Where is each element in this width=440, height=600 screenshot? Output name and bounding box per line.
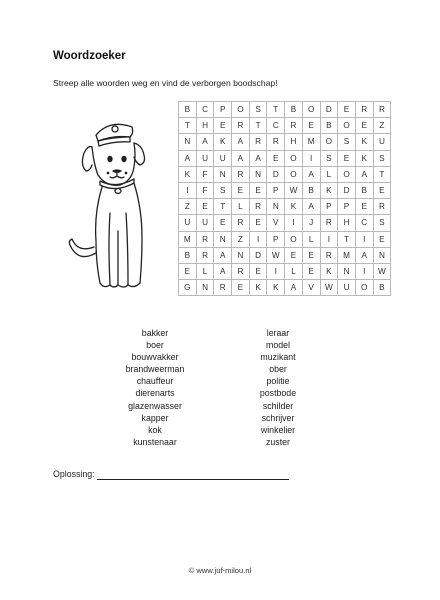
grid-letter-cell[interactable]: W bbox=[373, 263, 391, 279]
grid-letter-cell[interactable]: I bbox=[355, 231, 373, 247]
grid-letter-cell[interactable]: R bbox=[320, 247, 338, 263]
word-list-item: schilder bbox=[262, 400, 294, 411]
worksheet-title: Woordzoeker bbox=[53, 50, 126, 62]
grid-letter-cell[interactable]: E bbox=[355, 118, 373, 134]
grid-letter-cell[interactable]: T bbox=[267, 102, 285, 118]
grid-letter-cell[interactable]: V bbox=[267, 215, 285, 231]
grid-letter-cell[interactable]: B bbox=[355, 182, 373, 198]
grid-letter-cell[interactable]: S bbox=[249, 102, 267, 118]
grid-row bbox=[179, 247, 391, 263]
grid-letter-cell[interactable]: R bbox=[267, 134, 285, 150]
grid-letter-cell[interactable]: P bbox=[267, 231, 285, 247]
grid-letter-cell[interactable]: A bbox=[285, 280, 303, 296]
grid-letter-cell[interactable]: M bbox=[338, 247, 356, 263]
grid-letter-cell[interactable]: R bbox=[373, 102, 391, 118]
grid-letter-cell[interactable]: D bbox=[338, 182, 356, 198]
grid-letter-cell[interactable]: U bbox=[214, 150, 232, 166]
grid-letter-cell[interactable]: N bbox=[267, 199, 285, 215]
grid-letter-cell[interactable]: S bbox=[214, 182, 232, 198]
grid-letter-cell[interactable]: B bbox=[373, 280, 391, 296]
grid-letter-cell[interactable]: N bbox=[249, 166, 267, 182]
grid-letter-cell[interactable]: D bbox=[249, 247, 267, 263]
grid-letter-cell[interactable]: R bbox=[373, 199, 391, 215]
grid-letter-cell[interactable]: V bbox=[302, 280, 320, 296]
word-list-item: brandweerman bbox=[125, 364, 185, 375]
grid-letter-cell[interactable]: K bbox=[320, 182, 338, 198]
grid-letter-cell[interactable]: N bbox=[214, 231, 232, 247]
grid-letter-cell[interactable]: H bbox=[196, 118, 214, 134]
grid-letter-cell[interactable]: E bbox=[179, 263, 197, 279]
grid-letter-cell[interactable]: R bbox=[249, 134, 267, 150]
grid-letter-cell[interactable]: Z bbox=[232, 231, 250, 247]
grid-letter-cell[interactable]: R bbox=[214, 280, 232, 296]
grid-letter-cell[interactable]: R bbox=[249, 199, 267, 215]
grid-letter-cell[interactable]: P bbox=[214, 102, 232, 118]
grid-letter-cell[interactable]: E bbox=[232, 182, 250, 198]
grid-letter-cell[interactable]: E bbox=[214, 215, 232, 231]
grid-letter-cell[interactable]: U bbox=[196, 150, 214, 166]
grid-letter-cell[interactable]: A bbox=[196, 134, 214, 150]
word-list-item: ober bbox=[269, 364, 287, 375]
grid-letter-cell[interactable]: O bbox=[285, 166, 303, 182]
grid-letter-cell[interactable]: A bbox=[179, 150, 197, 166]
grid-letter-cell[interactable]: R bbox=[196, 247, 214, 263]
grid-letter-cell[interactable]: O bbox=[355, 280, 373, 296]
grid-row bbox=[179, 166, 391, 182]
grid-letter-cell[interactable]: R bbox=[232, 263, 250, 279]
grid-row bbox=[179, 263, 391, 279]
dog-illustration bbox=[58, 113, 168, 303]
grid-letter-cell[interactable]: U bbox=[373, 134, 391, 150]
grid-letter-cell[interactable]: N bbox=[373, 247, 391, 263]
grid-letter-cell[interactable]: O bbox=[232, 102, 250, 118]
grid-letter-cell[interactable]: I bbox=[302, 150, 320, 166]
grid-letter-cell[interactable]: T bbox=[179, 118, 197, 134]
grid-letter-cell[interactable]: L bbox=[302, 231, 320, 247]
grid-letter-cell[interactable]: B bbox=[320, 118, 338, 134]
grid-row bbox=[179, 280, 391, 296]
word-list-item: glazenwasser bbox=[128, 400, 182, 411]
grid-row bbox=[179, 215, 391, 231]
grid-letter-cell[interactable]: A bbox=[302, 166, 320, 182]
grid-letter-cell[interactable]: C bbox=[267, 118, 285, 134]
word-list-item: chauffeur bbox=[136, 376, 174, 387]
grid-letter-cell[interactable]: A bbox=[355, 247, 373, 263]
word-list-item: bakker bbox=[141, 328, 169, 338]
grid-letter-cell[interactable]: L bbox=[232, 199, 250, 215]
grid-letter-cell[interactable]: O bbox=[285, 231, 303, 247]
word-list-item: politie bbox=[266, 376, 290, 387]
grid-letter-cell[interactable]: B bbox=[302, 182, 320, 198]
grid-letter-cell[interactable]: I bbox=[267, 263, 285, 279]
grid-row bbox=[179, 231, 391, 247]
grid-letter-cell[interactable]: Z bbox=[179, 199, 197, 215]
grid-letter-cell[interactable]: I bbox=[320, 231, 338, 247]
grid-letter-cell[interactable]: B bbox=[179, 102, 197, 118]
word-list-item: bouwvakker bbox=[131, 352, 179, 363]
grid-letter-cell[interactable]: E bbox=[338, 150, 356, 166]
grid-letter-cell[interactable]: E bbox=[267, 150, 285, 166]
grid-letter-cell[interactable]: E bbox=[373, 182, 391, 198]
grid-letter-cell[interactable]: E bbox=[338, 102, 356, 118]
grid-letter-cell[interactable]: N bbox=[214, 166, 232, 182]
instruction-text: Streep alle woorden weg en vind de verborgen boodschap! bbox=[53, 78, 278, 88]
grid-letter-cell[interactable]: S bbox=[373, 150, 391, 166]
grid-letter-cell[interactable]: K bbox=[214, 134, 232, 150]
grid-letter-cell[interactable]: W bbox=[285, 182, 303, 198]
grid-letter-cell[interactable]: W bbox=[267, 247, 285, 263]
grid-letter-cell[interactable]: R bbox=[320, 215, 338, 231]
grid-letter-cell[interactable]: I bbox=[249, 231, 267, 247]
word-list-item: kunstenaar bbox=[133, 436, 177, 447]
grid-letter-cell[interactable]: A bbox=[214, 263, 232, 279]
grid-letter-cell[interactable]: E bbox=[249, 263, 267, 279]
grid-letter-cell[interactable]: W bbox=[320, 280, 338, 296]
grid-letter-cell[interactable]: Z bbox=[373, 118, 391, 134]
grid-letter-cell[interactable]: N bbox=[179, 134, 197, 150]
grid-letter-cell[interactable]: G bbox=[179, 280, 197, 296]
grid-letter-cell[interactable]: S bbox=[373, 215, 391, 231]
grid-letter-cell[interactable]: A bbox=[355, 166, 373, 182]
word-list-item: schrijver bbox=[261, 412, 295, 423]
grid-letter-cell[interactable]: K bbox=[249, 280, 267, 296]
grid-letter-cell[interactable]: U bbox=[196, 215, 214, 231]
word-list-right bbox=[218, 327, 338, 448]
grid-letter-cell[interactable]: O bbox=[338, 118, 356, 134]
grid-letter-cell[interactable]: B bbox=[179, 247, 197, 263]
grid-letter-cell[interactable]: E bbox=[302, 263, 320, 279]
grid-letter-cell[interactable]: A bbox=[214, 247, 232, 263]
word-list-item: kapper bbox=[141, 412, 169, 423]
grid-letter-cell[interactable]: M bbox=[302, 134, 320, 150]
grid-letter-cell[interactable]: T bbox=[373, 166, 391, 182]
grid-letter-cell[interactable]: L bbox=[320, 166, 338, 182]
grid-letter-cell[interactable]: M bbox=[179, 231, 197, 247]
grid-letter-cell[interactable]: K bbox=[355, 150, 373, 166]
grid-letter-cell[interactable]: U bbox=[179, 215, 197, 231]
grid-letter-cell[interactable]: A bbox=[232, 150, 250, 166]
grid-letter-cell[interactable]: I bbox=[285, 215, 303, 231]
grid-letter-cell[interactable]: E bbox=[249, 215, 267, 231]
grid-letter-cell[interactable]: F bbox=[196, 182, 214, 198]
grid-letter-cell[interactable]: I bbox=[179, 182, 197, 198]
grid-row bbox=[179, 134, 391, 150]
word-search-grid bbox=[178, 101, 391, 296]
grid-letter-cell[interactable]: K bbox=[179, 166, 197, 182]
grid-letter-cell[interactable]: H bbox=[285, 134, 303, 150]
word-list-item: muzikant bbox=[260, 352, 296, 363]
grid-letter-cell[interactable]: I bbox=[355, 263, 373, 279]
grid-letter-cell[interactable]: N bbox=[338, 263, 356, 279]
grid-letter-cell[interactable]: K bbox=[267, 280, 285, 296]
grid-letter-cell[interactable]: O bbox=[285, 150, 303, 166]
grid-row bbox=[179, 199, 391, 215]
grid-letter-cell[interactable]: R bbox=[232, 215, 250, 231]
grid-letter-cell[interactable]: T bbox=[338, 231, 356, 247]
grid-letter-cell[interactable]: P bbox=[320, 199, 338, 215]
grid-letter-cell[interactable]: E bbox=[302, 118, 320, 134]
solution-label: Oplossing: bbox=[53, 469, 95, 479]
word-list-left bbox=[95, 327, 215, 448]
grid-letter-cell[interactable]: R bbox=[355, 102, 373, 118]
grid-letter-cell[interactable]: E bbox=[373, 231, 391, 247]
word-list-item: kok bbox=[148, 424, 162, 435]
word-list-item: postbode bbox=[259, 388, 297, 399]
word-list-item: boer bbox=[146, 340, 164, 351]
word-list-item: zuster bbox=[266, 436, 290, 447]
grid-letter-cell[interactable]: E bbox=[249, 182, 267, 198]
grid-letter-cell[interactable]: C bbox=[196, 102, 214, 118]
grid-letter-cell[interactable]: O bbox=[338, 166, 356, 182]
grid-letter-cell[interactable]: R bbox=[232, 166, 250, 182]
grid-letter-cell[interactable]: P bbox=[338, 199, 356, 215]
grid-letter-cell[interactable]: C bbox=[355, 215, 373, 231]
grid-letter-cell[interactable]: S bbox=[338, 134, 356, 150]
grid-letter-cell[interactable]: B bbox=[285, 102, 303, 118]
grid-row bbox=[179, 102, 391, 118]
solution-answer-line[interactable] bbox=[97, 479, 289, 480]
grid-row bbox=[179, 182, 391, 198]
grid-row bbox=[179, 150, 391, 166]
grid-letter-cell[interactable]: A bbox=[232, 134, 250, 150]
grid-letter-cell[interactable]: D bbox=[320, 102, 338, 118]
grid-letter-cell[interactable]: H bbox=[338, 215, 356, 231]
grid-letter-cell[interactable]: L bbox=[196, 263, 214, 279]
grid-letter-cell[interactable]: T bbox=[249, 118, 267, 134]
grid-letter-cell[interactable]: K bbox=[285, 199, 303, 215]
grid-row bbox=[179, 118, 391, 134]
grid-letter-cell[interactable]: P bbox=[267, 182, 285, 198]
grid-letter-cell[interactable]: K bbox=[320, 263, 338, 279]
grid-letter-cell[interactable]: R bbox=[285, 118, 303, 134]
grid-letter-cell[interactable]: A bbox=[302, 199, 320, 215]
grid-letter-cell[interactable]: S bbox=[320, 150, 338, 166]
grid-letter-cell[interactable]: E bbox=[232, 280, 250, 296]
grid-letter-cell[interactable]: A bbox=[249, 150, 267, 166]
word-list-item: leraar bbox=[266, 328, 290, 338]
word-list-item: winkelier bbox=[260, 424, 296, 435]
grid-letter-cell[interactable]: N bbox=[232, 247, 250, 263]
grid-letter-cell[interactable]: O bbox=[302, 102, 320, 118]
grid-letter-cell[interactable]: E bbox=[196, 199, 214, 215]
grid-letter-cell[interactable]: E bbox=[285, 247, 303, 263]
word-list-item: dierenarts bbox=[135, 388, 175, 399]
grid-letter-cell[interactable]: K bbox=[355, 134, 373, 150]
grid-letter-cell[interactable]: F bbox=[196, 166, 214, 182]
grid-letter-cell[interactable]: T bbox=[214, 199, 232, 215]
word-list-item: model bbox=[266, 340, 290, 351]
grid-letter-cell[interactable]: E bbox=[355, 199, 373, 215]
grid-letter-cell[interactable]: R bbox=[196, 231, 214, 247]
grid-letter-cell[interactable]: E bbox=[302, 247, 320, 263]
grid-letter-cell[interactable]: E bbox=[214, 118, 232, 134]
grid-letter-cell[interactable]: L bbox=[285, 263, 303, 279]
grid-letter-cell[interactable]: O bbox=[320, 134, 338, 150]
grid-letter-cell[interactable]: R bbox=[232, 118, 250, 134]
grid-letter-cell[interactable]: J bbox=[302, 215, 320, 231]
grid-letter-cell[interactable]: D bbox=[267, 166, 285, 182]
grid-letter-cell[interactable]: N bbox=[196, 280, 214, 296]
footer-copyright: © www.juf-milou.nl bbox=[188, 566, 252, 575]
grid-letter-cell[interactable]: U bbox=[338, 280, 356, 296]
